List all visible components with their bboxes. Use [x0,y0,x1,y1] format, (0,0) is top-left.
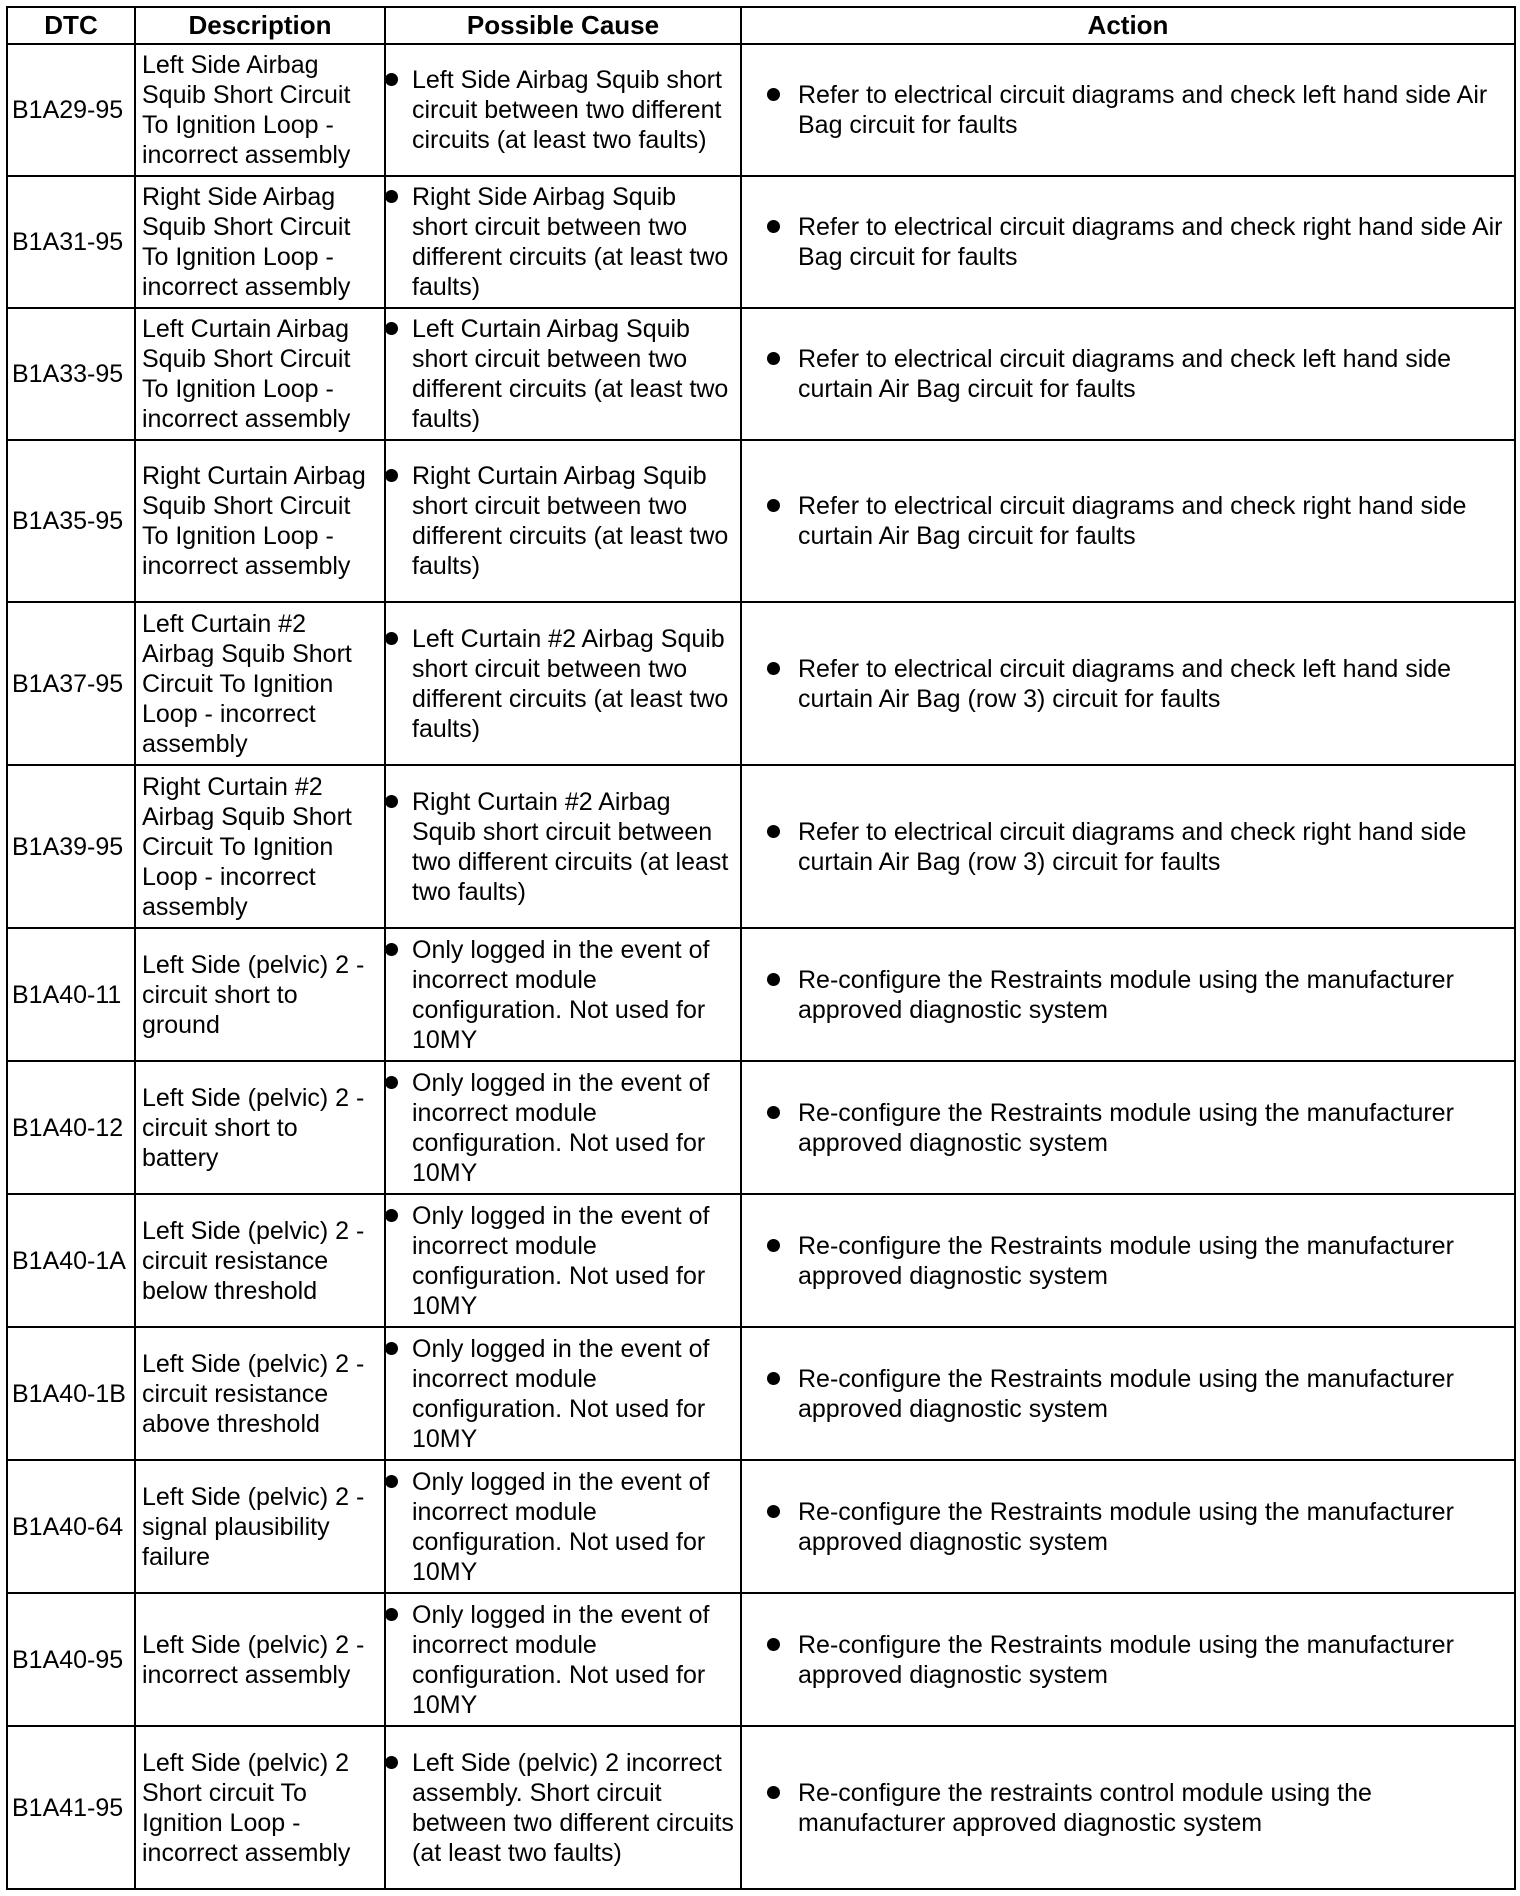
possible-cause-cell [385,602,741,765]
description-cell: Left Side (pelvic) 2 - circuit short to battery [135,1061,385,1194]
action-text: Re-configure the restraints control module using the manufacturer approved diagnostic system [798,1778,1508,1838]
table-row [7,1194,1515,1327]
action-text: Refer to electrical circuit diagrams and check right hand side Air Bag circuit for faults [798,212,1508,272]
possible-cause-cell [385,440,741,602]
table-row [7,1460,1515,1593]
possible-cause-text: Left Side (pelvic) 2 incorrect assembly. Short circuit between two different circuits (at least two faults) [412,1748,736,1868]
action-cell [741,308,1515,440]
action-text: Re-configure the Restraints module using the manufacturer approved diagnostic system [798,1630,1508,1690]
possible-cause-text: Only logged in the event of incorrect module configuration. Not used for 10MY [412,1201,736,1321]
possible-cause-text: Only logged in the event of incorrect module configuration. Not used for 10MY [412,935,736,1055]
possible-cause-cell [385,44,741,176]
description-cell: Left Side (pelvic) 2 - circuit resistance below threshold [135,1194,385,1327]
action-text: Refer to electrical circuit diagrams and check left hand side curtain Air Bag (row 3) circuit for faults [798,654,1508,714]
action-text: Re-configure the Restraints module using the manufacturer approved diagnostic system [798,1497,1508,1557]
dtc-code: B1A41-95 [7,1726,135,1889]
possible-cause-cell [385,176,741,308]
action-cell [741,440,1515,602]
table-row [7,602,1515,765]
description-cell: Left Side Airbag Squib Short Circuit To Ignition Loop - incorrect assembly [135,44,385,176]
description-cell: Left Side (pelvic) 2 - signal plausibility failure [135,1460,385,1593]
dtc-code: B1A40-11 [7,928,135,1061]
possible-cause-cell [385,765,741,928]
description-cell: Right Curtain #2 Airbag Squib Short Circuit To Ignition Loop - incorrect assembly [135,765,385,928]
possible-cause-text: Only logged in the event of incorrect module configuration. Not used for 10MY [412,1467,736,1587]
possible-cause-cell [385,308,741,440]
dtc-code: B1A40-1A [7,1194,135,1327]
possible-cause-cell [385,1593,741,1726]
action-cell [741,1460,1515,1593]
possible-cause-text: Only logged in the event of incorrect module configuration. Not used for 10MY [412,1600,736,1720]
dtc-code: B1A40-64 [7,1460,135,1593]
header-row [7,7,1515,44]
possible-cause-text: Left Side Airbag Squib short circuit between two different circuits (at least two faults) [412,65,736,155]
possible-cause-cell [385,928,741,1061]
table-row [7,1061,1515,1194]
dtc-code: B1A31-95 [7,176,135,308]
table-row [7,928,1515,1061]
dtc-code: B1A29-95 [7,44,135,176]
action-text: Re-configure the Restraints module using the manufacturer approved diagnostic system [798,1098,1508,1158]
action-cell [741,44,1515,176]
description-cell: Left Side (pelvic) 2 - circuit resistance above threshold [135,1327,385,1460]
header-action: Action [741,7,1515,44]
description-cell: Right Side Airbag Squib Short Circuit To Ignition Loop - incorrect assembly [135,176,385,308]
possible-cause-text: Left Curtain #2 Airbag Squib short circuit between two different circuits (at least two faults) [412,624,736,744]
action-text: Re-configure the Restraints module using the manufacturer approved diagnostic system [798,1231,1508,1291]
action-cell [741,1327,1515,1460]
dtc-code: B1A40-1B [7,1327,135,1460]
action-cell [741,1194,1515,1327]
description-cell: Left Curtain Airbag Squib Short Circuit To Ignition Loop - incorrect assembly [135,308,385,440]
dtc-code: B1A37-95 [7,602,135,765]
action-cell [741,928,1515,1061]
possible-cause-cell [385,1460,741,1593]
table-row [7,1327,1515,1460]
table-row [7,440,1515,602]
action-cell [741,1593,1515,1726]
action-text: Re-configure the Restraints module using the manufacturer approved diagnostic system [798,1364,1508,1424]
description-cell: Left Side (pelvic) 2 - incorrect assembly [135,1593,385,1726]
header-dtc: DTC [7,7,135,44]
action-text: Refer to electrical circuit diagrams and check right hand side curtain Air Bag circuit for faults [798,491,1508,551]
action-cell [741,602,1515,765]
possible-cause-text: Right Curtain #2 Airbag Squib short circuit between two different circuits (at least two faults) [412,787,736,907]
header-description: Description [135,7,385,44]
action-cell [741,1726,1515,1889]
possible-cause-cell [385,1194,741,1327]
action-cell [741,765,1515,928]
possible-cause-text: Right Side Airbag Squib short circuit between two different circuits (at least two faults) [412,182,736,302]
possible-cause-text: Only logged in the event of incorrect module configuration. Not used for 10MY [412,1334,736,1454]
possible-cause-text: Left Curtain Airbag Squib short circuit between two different circuits (at least two faults) [412,314,736,434]
table-row [7,1726,1515,1889]
dtc-code: B1A40-95 [7,1593,135,1726]
action-cell [741,1061,1515,1194]
possible-cause-cell [385,1726,741,1889]
dtc-code: B1A40-12 [7,1061,135,1194]
description-cell: Right Curtain Airbag Squib Short Circuit To Ignition Loop - incorrect assembly [135,440,385,602]
possible-cause-cell [385,1061,741,1194]
description-cell: Left Curtain #2 Airbag Squib Short Circuit To Ignition Loop - incorrect assembly [135,602,385,765]
action-cell [741,176,1515,308]
dtc-table [6,6,1516,1890]
table-row [7,1593,1515,1726]
description-cell: Left Side (pelvic) 2 - circuit short to ground [135,928,385,1061]
action-text: Refer to electrical circuit diagrams and check left hand side Air Bag circuit for faults [798,80,1508,140]
action-text: Refer to electrical circuit diagrams and check right hand side curtain Air Bag (row 3) circuit for faults [798,817,1508,877]
possible-cause-cell [385,1327,741,1460]
dtc-code: B1A35-95 [7,440,135,602]
table-row [7,765,1515,928]
header-possible-cause: Possible Cause [385,7,741,44]
dtc-code: B1A39-95 [7,765,135,928]
dtc-code: B1A33-95 [7,308,135,440]
possible-cause-text: Right Curtain Airbag Squib short circuit between two different circuits (at least two faults) [412,461,736,581]
table-row [7,176,1515,308]
possible-cause-text: Only logged in the event of incorrect module configuration. Not used for 10MY [412,1068,736,1188]
action-text: Refer to electrical circuit diagrams and check left hand side curtain Air Bag circuit for faults [798,344,1508,404]
table-row [7,44,1515,176]
action-text: Re-configure the Restraints module using the manufacturer approved diagnostic system [798,965,1508,1025]
description-cell: Left Side (pelvic) 2 Short circuit To Ignition Loop - incorrect assembly [135,1726,385,1889]
table-row [7,308,1515,440]
